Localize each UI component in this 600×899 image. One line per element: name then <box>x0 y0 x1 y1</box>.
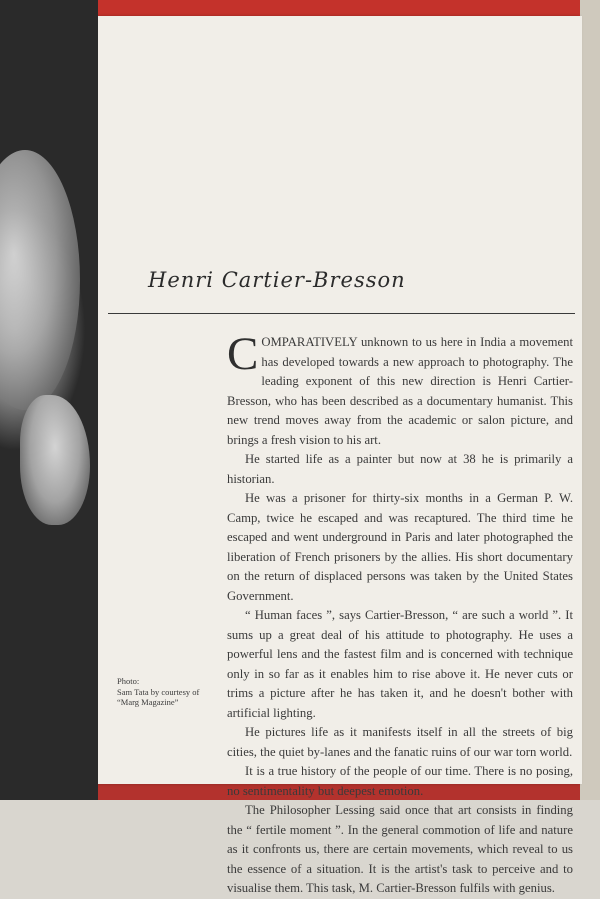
photo-credit-line-3: “Marg Magazine” <box>117 697 179 707</box>
photo-credit-line-2: Sam Tata by courtesy of <box>117 686 200 697</box>
portrait-hand <box>20 395 90 525</box>
paragraph-2: He started life as a painter but now at 38 he is primarily a historian. <box>227 452 573 486</box>
page-title: Henri Cartier-Bresson <box>148 268 406 292</box>
photo-credit-line-1: Photo: <box>117 676 140 686</box>
paragraph-intro-text: OMPARATIVELY unknown to us here in India a movement has developed towards a new approach to photography. The leading exponent of this new direction is Henri Cartier-Bresson, who has been described as a documentary humanist. This new trend moves away from the academic or salon picture, and brings a fresh vision to his art. <box>227 335 573 447</box>
paragraph-7: The Philosopher Lessing said once that art consists in finding the “ fertile moment ”. In the general commotion of life and nature as it confronts us, there are certain movements, which reveal to us the essence of a situation. It is the artist's task to perceive and to visualise them. This task, M. Cartier-Bresson fulfils with genius. <box>227 803 573 895</box>
paragraph-5: He pictures life as it manifests itself in all the streets of big cities, the quiet by-lanes and the fanatic ruins of our war torn world. <box>227 725 573 759</box>
paragraph-4: “ Human faces ”, says Cartier-Bresson, “ are such a world ”. It sums up a great deal of his attitude to photography. He uses a powerful lens and the fastest film and is concerned with technique only in so far as it enables him to rise above it. He never cuts or trims a picture after he has taken it, and he doesn't bother with artificial lighting. <box>227 608 573 720</box>
portrait-photo <box>0 0 98 800</box>
page-stack-edge <box>580 0 600 800</box>
paragraph-3: He was a prisoner for thirty-six months in a German P. W. Camp, twice he escaped and was recaptured. The third time he escaped and went underground in Paris and later photographed the liberation of French prisoners by the allies. His short documentary on the return of displaced persons was taken by the United States Government. <box>227 491 573 603</box>
portrait-face <box>0 150 80 410</box>
paragraph-intro <box>227 328 573 450</box>
drop-cap: C <box>227 328 259 380</box>
article-body <box>227 328 573 899</box>
paragraph-6: It is a true history of the people of our time. There is no posing, no sentimentality but deepest emotion. <box>227 764 573 798</box>
photo-credit <box>117 676 217 708</box>
title-rule <box>108 313 575 314</box>
